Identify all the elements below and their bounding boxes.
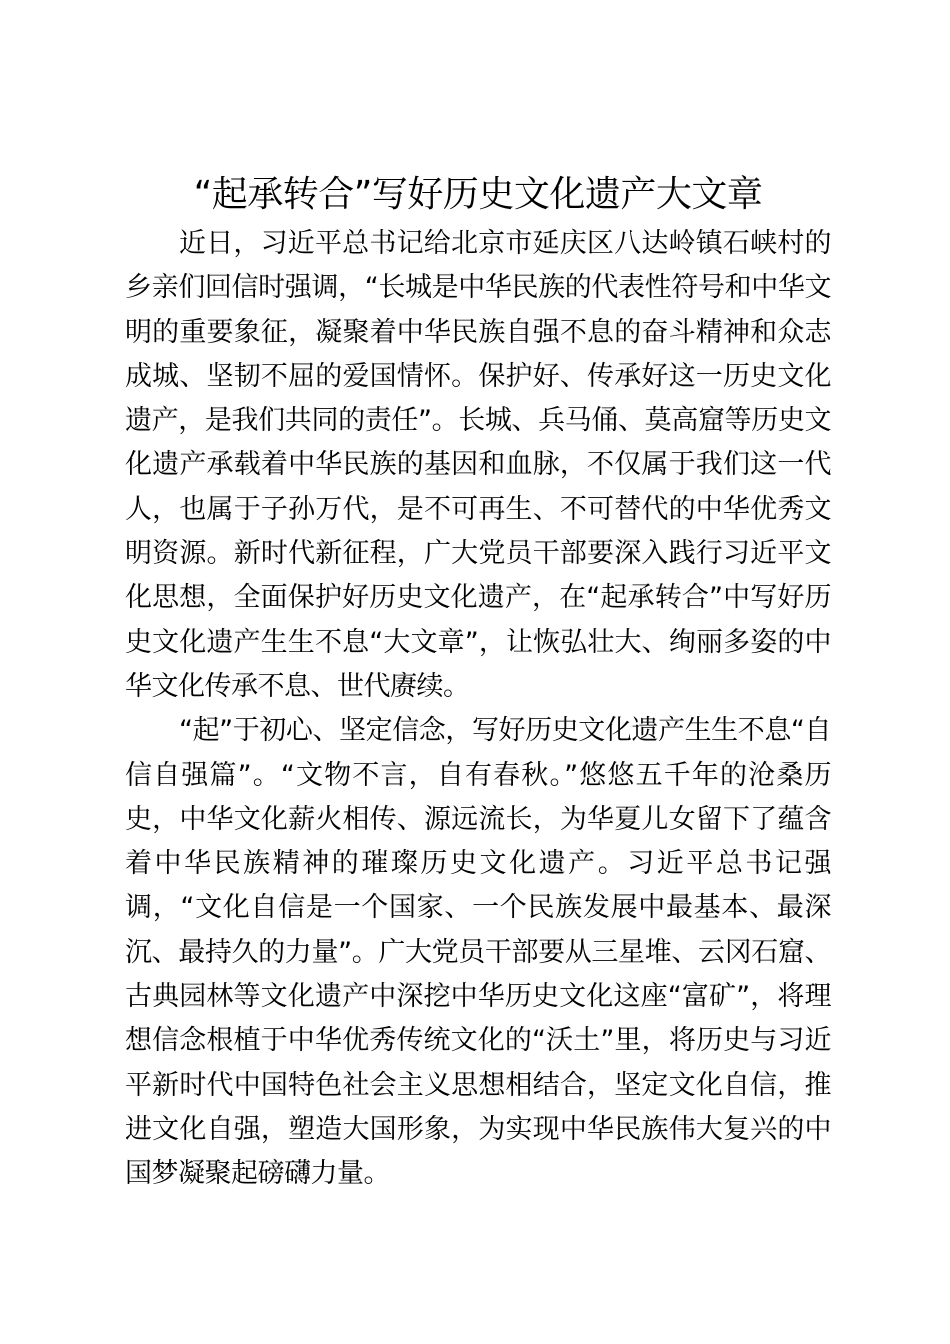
document-body [125,222,831,1197]
paragraph-intro: 近日，习近平总书记给北京市延庆区八达岭镇石峡村的乡亲们回信时强调，“长城是中华民族的代表性符号和中华文明的重要象征，凝聚着中华民族自强不息的奋斗精神和众志成城、坚韧不屈的爱国情怀。保护好、传承好这一历史文化遗产，是我们共同的责任”。长城、兵马俑、莫高窟等历史文化遗产承载着中华民族的基因和血脉，不仅属于我们这一代人，也属于子孙万代，是不可再生、不可替代的中华优秀文明资源。新时代新征程，广大党员干部要深入践行习近平文化思想，全面保护好历史文化遗产，在“起承转合”中写好历史文化遗产生生不息“大文章”，让恢弘壮大、绚丽多姿的中华文化传承不息、世代赓续。 [125,228,831,702]
document-title: “起承转合”写好历史文化遗产大文章 [193,174,763,215]
paragraph-qi: “起”于初心、坚定信念，写好历史文化遗产生生不息“自信自强篇”。“文物不言，自有春秋。”悠悠五千年的沧桑历史，中华文化薪火相传、源远流长，为华夏儿女留下了蕴含着中华民族精神的璀璨历史文化遗产。习近平总书记强调，“文化自信是一个国家、一个民族发展中最基本、最深沉、最持久的力量”。广大党员干部要从三星堆、云冈石窟、古典园林等文化遗产中深挖中华历史文化这座“富矿”，将理想信念根植于中华优秀传统文化的“沃土”里，将历史与习近平新时代中国特色社会主义思想相结合，坚定文化自信，推进文化自强，塑造大国形象，为实现中华民族伟大复兴的中国梦凝聚起磅礴力量。 [125,715,831,1190]
